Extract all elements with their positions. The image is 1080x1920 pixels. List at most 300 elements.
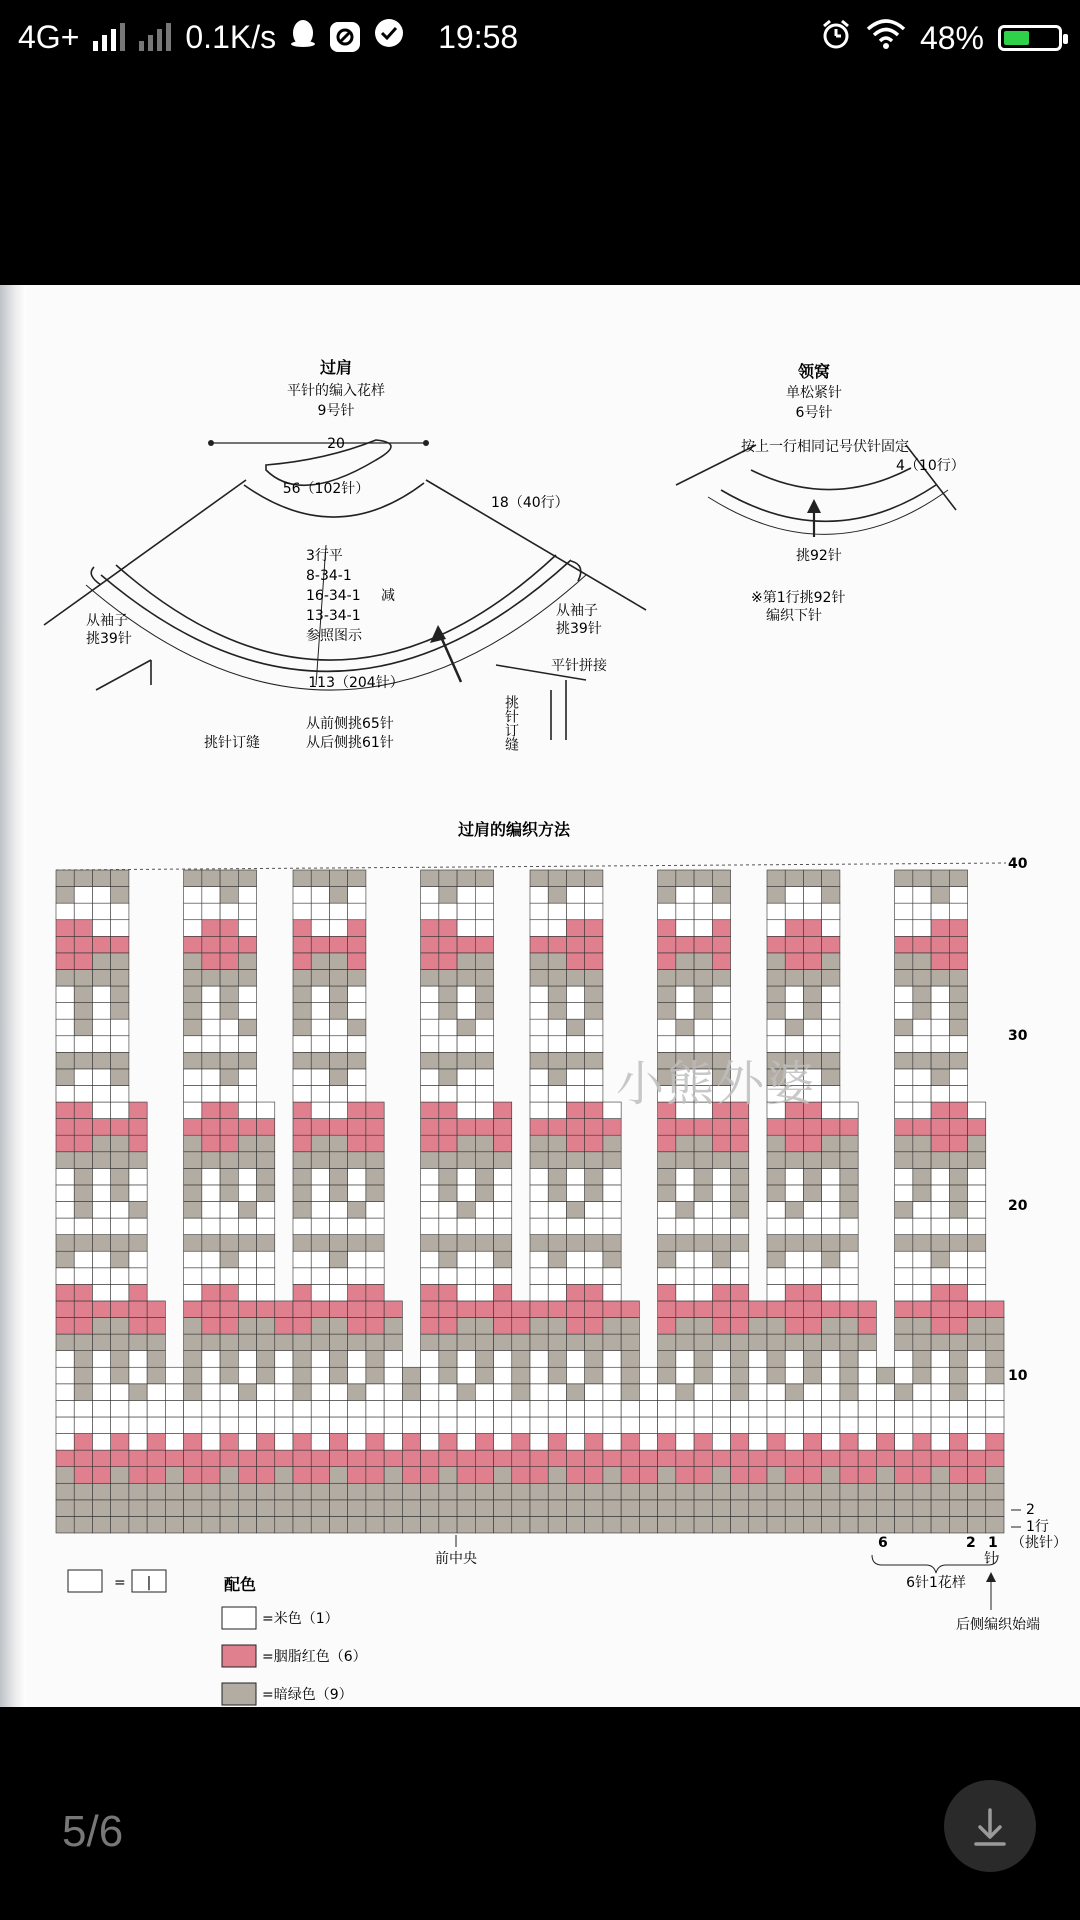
chart-cell [202, 1268, 220, 1285]
chart-cell [329, 1467, 347, 1484]
chart-cell [329, 1003, 347, 1020]
stitch-label-1: 1 [988, 1535, 998, 1551]
chart-title: 过肩的编织方法 [457, 820, 571, 839]
chart-cell [494, 1102, 512, 1119]
chart-cell [548, 1384, 566, 1401]
chart-cell [74, 1119, 92, 1136]
chart-cell [293, 1202, 311, 1219]
chart-cell [293, 1036, 311, 1053]
chart-cell [238, 870, 256, 887]
chart-cell [56, 1301, 74, 1318]
chart-cell [931, 969, 949, 986]
chart-cell [311, 1218, 329, 1235]
chart-cell [111, 1334, 129, 1351]
chart-cell [329, 1434, 347, 1451]
chart-cell [220, 1367, 238, 1384]
chart-cell [913, 1218, 931, 1235]
chart-cell [949, 1119, 967, 1136]
chart-cell [129, 1483, 147, 1500]
chart-cell [767, 1152, 785, 1169]
chart-cell [530, 1334, 548, 1351]
chart-cell [366, 1301, 384, 1318]
chart-cell [402, 1500, 420, 1517]
chart-cell [822, 1400, 840, 1417]
chart-cell [548, 887, 566, 904]
chart-cell [275, 1516, 293, 1533]
chart-cell [566, 1500, 584, 1517]
chart-cell [475, 1434, 493, 1451]
chart-cell [421, 1318, 439, 1335]
chart-cell [56, 1251, 74, 1268]
chart-cell [111, 1434, 129, 1451]
chart-cell [348, 1202, 366, 1219]
chart-cell [548, 1301, 566, 1318]
chart-cell [457, 1268, 475, 1285]
chart-cell [803, 1003, 821, 1020]
chart-cell [439, 986, 457, 1003]
chart-cell [311, 1202, 329, 1219]
chart-cell [949, 1434, 967, 1451]
chart-cell [621, 1483, 639, 1500]
chart-cell [421, 1400, 439, 1417]
chart-cell [147, 1318, 165, 1335]
chart-cell [968, 1168, 986, 1185]
yoke-dec-4: 13-34-1 [306, 608, 361, 624]
chart-cell [111, 1417, 129, 1434]
legend-title: 配色 [224, 1575, 257, 1594]
chart-cell [803, 1334, 821, 1351]
chart-cell [949, 1085, 967, 1102]
chart-cell [822, 1450, 840, 1467]
chart-cell [585, 1052, 603, 1069]
chart-cell [329, 936, 347, 953]
chart-cell [165, 1417, 183, 1434]
chart-cell [238, 1235, 256, 1252]
chart-cell [676, 1185, 694, 1202]
chart-cell [238, 953, 256, 970]
chart-cell [767, 1003, 785, 1020]
chart-cell [238, 1301, 256, 1318]
chart-cell [92, 1202, 110, 1219]
chart-cell [658, 1185, 676, 1202]
chart-cell [111, 1384, 129, 1401]
chart-cell [457, 1052, 475, 1069]
chart-cell [767, 1135, 785, 1152]
chart-cell [494, 1467, 512, 1484]
chart-cell [184, 1218, 202, 1235]
chart-cell [895, 986, 913, 1003]
chart-cell [92, 1085, 110, 1102]
chart-cell [184, 1069, 202, 1086]
chart-cell [384, 1483, 402, 1500]
chart-cell [694, 936, 712, 953]
chart-cell [238, 887, 256, 904]
chart-cell [822, 1334, 840, 1351]
chart-cell [767, 1119, 785, 1136]
chart-cell [293, 870, 311, 887]
chart-cell [220, 986, 238, 1003]
chart-cell [931, 1516, 949, 1533]
chart-cell [74, 1202, 92, 1219]
chart-cell [895, 1052, 913, 1069]
chart-cell [731, 1218, 749, 1235]
chart-cell [129, 1334, 147, 1351]
chart-cell [74, 1516, 92, 1533]
chart-cell [895, 1467, 913, 1484]
chart-cell [111, 1185, 129, 1202]
chart-cell [548, 1168, 566, 1185]
chart-cell [767, 1251, 785, 1268]
chart-cell [165, 1516, 183, 1533]
chart-cell [731, 1367, 749, 1384]
chart-cell [366, 1500, 384, 1517]
chart-cell [184, 1019, 202, 1036]
chart-cell [913, 1135, 931, 1152]
chart-cell [220, 1052, 238, 1069]
chart-cell [384, 1450, 402, 1467]
chart-cell [111, 1168, 129, 1185]
chart-cell [202, 1085, 220, 1102]
right-sleeve-2: 挑39针 [556, 621, 602, 637]
chart-cell [439, 1500, 457, 1517]
chart-cell [56, 1036, 74, 1053]
chart-cell [603, 1450, 621, 1467]
chart-cell [785, 1235, 803, 1252]
chart-cell [439, 1516, 457, 1533]
chart-cell [676, 1251, 694, 1268]
chart-cell [913, 1516, 931, 1533]
chart-cell [439, 1351, 457, 1368]
chart-cell [530, 1235, 548, 1252]
chart-cell [329, 1069, 347, 1086]
chart-cell [822, 953, 840, 970]
chart-cell [220, 1301, 238, 1318]
chart-cell [566, 1334, 584, 1351]
chart-cell [129, 1235, 147, 1252]
chart-cell [694, 1367, 712, 1384]
chart-cell [457, 1516, 475, 1533]
chart-cell [895, 1500, 913, 1517]
chart-cell [803, 1235, 821, 1252]
signal-icon [93, 23, 125, 51]
chart-cell [92, 1102, 110, 1119]
chart-cell [767, 1367, 785, 1384]
chart-cell [658, 1135, 676, 1152]
chart-cell [220, 1168, 238, 1185]
chart-cell [439, 1483, 457, 1500]
chart-cell [439, 953, 457, 970]
neckline-note-1: ※第1行挑92针 [751, 590, 846, 606]
chart-cell [876, 1467, 894, 1484]
chart-cell [530, 1351, 548, 1368]
chart-cell [147, 1400, 165, 1417]
chart-cell [913, 1367, 931, 1384]
chart-cell [275, 1400, 293, 1417]
chart-cell [712, 1284, 730, 1301]
chart-cell [585, 1367, 603, 1384]
chart-cell [566, 936, 584, 953]
chart-cell [731, 1516, 749, 1533]
chart-cell [421, 1218, 439, 1235]
chart-cell [621, 1450, 639, 1467]
chart-cell [111, 903, 129, 920]
chart-cell [293, 1185, 311, 1202]
chart-cell [785, 1284, 803, 1301]
chart-cell [457, 920, 475, 937]
chart-cell [676, 1367, 694, 1384]
chart-cell [220, 1318, 238, 1335]
chart-cell [658, 1417, 676, 1434]
chart-cell [293, 1152, 311, 1169]
chart-cell [220, 1003, 238, 1020]
chart-cell [257, 1318, 275, 1335]
chart-cell [968, 1417, 986, 1434]
chart-cell [585, 1251, 603, 1268]
chart-cell [421, 1516, 439, 1533]
chart-cell [585, 920, 603, 937]
chart-cell [311, 1516, 329, 1533]
chart-cell [475, 936, 493, 953]
chart-cell [548, 1119, 566, 1136]
chart-cell [129, 1185, 147, 1202]
chart-cell [785, 1483, 803, 1500]
chart-cell [475, 969, 493, 986]
chart-cell [348, 1102, 366, 1119]
chart-cell [56, 1417, 74, 1434]
chart-cell [530, 1483, 548, 1500]
chart-cell [257, 1483, 275, 1500]
chart-cell [895, 1268, 913, 1285]
chart-cell [895, 1450, 913, 1467]
chart-cell [767, 1467, 785, 1484]
chart-cell [475, 903, 493, 920]
chart-cell [895, 936, 913, 953]
chart-cell [694, 1284, 712, 1301]
chart-cell [840, 1351, 858, 1368]
chart-cell [785, 1434, 803, 1451]
chart-cell [712, 1483, 730, 1500]
chart-cell [74, 953, 92, 970]
download-button[interactable] [944, 1780, 1036, 1872]
chart-cell [767, 1417, 785, 1434]
chart-cell [803, 1417, 821, 1434]
back-pick-label: 从后侧挑61针 [306, 735, 394, 751]
chart-cell [56, 1268, 74, 1285]
chart-cell [384, 1318, 402, 1335]
chart-cell [184, 1119, 202, 1136]
chart-cell [439, 870, 457, 887]
chart-cell [494, 1185, 512, 1202]
chart-cell [913, 903, 931, 920]
chart-cell [439, 936, 457, 953]
chart-cell [74, 1417, 92, 1434]
chart-cell [475, 1467, 493, 1484]
chart-cell [530, 1019, 548, 1036]
chart-cell [785, 1417, 803, 1434]
chart-cell [439, 1085, 457, 1102]
chart-cell [202, 1069, 220, 1086]
chart-cell [129, 1168, 147, 1185]
chart-cell [348, 870, 366, 887]
chart-cell [840, 1135, 858, 1152]
chart-cell [147, 1351, 165, 1368]
colorwork-chart-grid [56, 870, 1004, 1533]
chart-cell [785, 969, 803, 986]
chart-cell [603, 1185, 621, 1202]
chart-cell [530, 1218, 548, 1235]
chart-cell [184, 1318, 202, 1335]
chart-cell [184, 887, 202, 904]
chart-cell [257, 1417, 275, 1434]
chart-cell [311, 1301, 329, 1318]
chart-cell [822, 1268, 840, 1285]
chart-cell [876, 1516, 894, 1533]
chart-cell [858, 1400, 876, 1417]
chart-cell [202, 1417, 220, 1434]
chart-cell [439, 1202, 457, 1219]
chart-cell [949, 1202, 967, 1219]
chart-cell [293, 1301, 311, 1318]
network-type: 4G+ [18, 18, 80, 55]
chart-cell [785, 1268, 803, 1285]
chart-cell [731, 1185, 749, 1202]
chart-cell [803, 1152, 821, 1169]
chart-cell [92, 1052, 110, 1069]
chart-cell [56, 1384, 74, 1401]
chart-cell [621, 1301, 639, 1318]
chart-cell [220, 1500, 238, 1517]
chart-cell [895, 1218, 913, 1235]
chart-cell [548, 1334, 566, 1351]
chart-cell [676, 1467, 694, 1484]
chart-cell [366, 1152, 384, 1169]
chart-cell [803, 1318, 821, 1335]
chart-cell [275, 1467, 293, 1484]
chart-cell [220, 1135, 238, 1152]
chart-cell [694, 1318, 712, 1335]
chart-cell [639, 1434, 657, 1451]
chart-cell [676, 1516, 694, 1533]
chart-cell [348, 1135, 366, 1152]
chart-cell [931, 1085, 949, 1102]
chart-cell [366, 1202, 384, 1219]
chart-cell [111, 986, 129, 1003]
chart-cell [968, 1351, 986, 1368]
chart-cell [421, 1102, 439, 1119]
chart-cell [931, 1119, 949, 1136]
chart-cell [712, 1516, 730, 1533]
chart-cell [202, 887, 220, 904]
chart-cell [840, 1152, 858, 1169]
chart-cell [74, 903, 92, 920]
chart-cell [457, 1334, 475, 1351]
chart-cell [913, 1483, 931, 1500]
chart-cell [457, 1483, 475, 1500]
chart-cell [658, 969, 676, 986]
chart-cell [421, 1367, 439, 1384]
chart-cell [803, 1450, 821, 1467]
chart-cell [931, 870, 949, 887]
chart-cell [257, 1367, 275, 1384]
neckline-title: 领窝 [797, 362, 831, 381]
chart-cell [402, 1483, 420, 1500]
chart-cell [895, 903, 913, 920]
chart-cell [548, 1351, 566, 1368]
chart-cell [895, 1235, 913, 1252]
chart-cell [293, 1235, 311, 1252]
chart-cell [457, 986, 475, 1003]
chart-cell [621, 1384, 639, 1401]
chart-cell [238, 1036, 256, 1053]
chart-cell [257, 1467, 275, 1484]
chart-cell [439, 1052, 457, 1069]
chart-cell [220, 936, 238, 953]
chart-cell [785, 986, 803, 1003]
chart-cell [92, 1168, 110, 1185]
chart-cell [74, 870, 92, 887]
chart-cell [585, 870, 603, 887]
chart-cell [530, 903, 548, 920]
chart-cell [913, 920, 931, 937]
chart-cell [548, 1417, 566, 1434]
chart-cell [913, 969, 931, 986]
chart-cell [475, 1318, 493, 1335]
chart-cell [220, 1202, 238, 1219]
chart-cell [767, 1500, 785, 1517]
chart-cell [603, 1301, 621, 1318]
right-sleeve-1: 从袖子 [556, 603, 598, 619]
chart-cell [767, 1334, 785, 1351]
legend-darkgreen-label: =暗绿色（9） [262, 1687, 353, 1703]
chart-cell [202, 1102, 220, 1119]
chart-cell [530, 1400, 548, 1417]
chart-cell [731, 1152, 749, 1169]
chart-cell [548, 1185, 566, 1202]
chart-cell [293, 1069, 311, 1086]
chart-cell [585, 953, 603, 970]
chart-cell [548, 1085, 566, 1102]
chart-cell [968, 1119, 986, 1136]
chart-cell [384, 1400, 402, 1417]
chart-cell [785, 1467, 803, 1484]
chart-cell [439, 1152, 457, 1169]
chart-cell [803, 1119, 821, 1136]
chart-cell [749, 1334, 767, 1351]
chart-cell [895, 953, 913, 970]
chart-cell [257, 1351, 275, 1368]
chart-cell [968, 1467, 986, 1484]
chart-cell [895, 1168, 913, 1185]
image-viewer[interactable] [0, 285, 1080, 1707]
chart-cell [92, 1135, 110, 1152]
chart-cell [184, 1367, 202, 1384]
chart-cell [676, 1019, 694, 1036]
chart-cell [949, 1351, 967, 1368]
chart-cell [238, 1500, 256, 1517]
status-left [18, 18, 518, 56]
chart-cell [566, 1268, 584, 1285]
chart-cell [329, 1351, 347, 1368]
chart-cell [512, 1334, 530, 1351]
chart-cell [475, 1119, 493, 1136]
chart-cell [731, 1168, 749, 1185]
chart-cell [366, 1334, 384, 1351]
chart-cell [895, 1434, 913, 1451]
chart-cell [767, 1019, 785, 1036]
chart-cell [822, 1516, 840, 1533]
chart-cell [494, 1202, 512, 1219]
chart-cell [585, 1417, 603, 1434]
